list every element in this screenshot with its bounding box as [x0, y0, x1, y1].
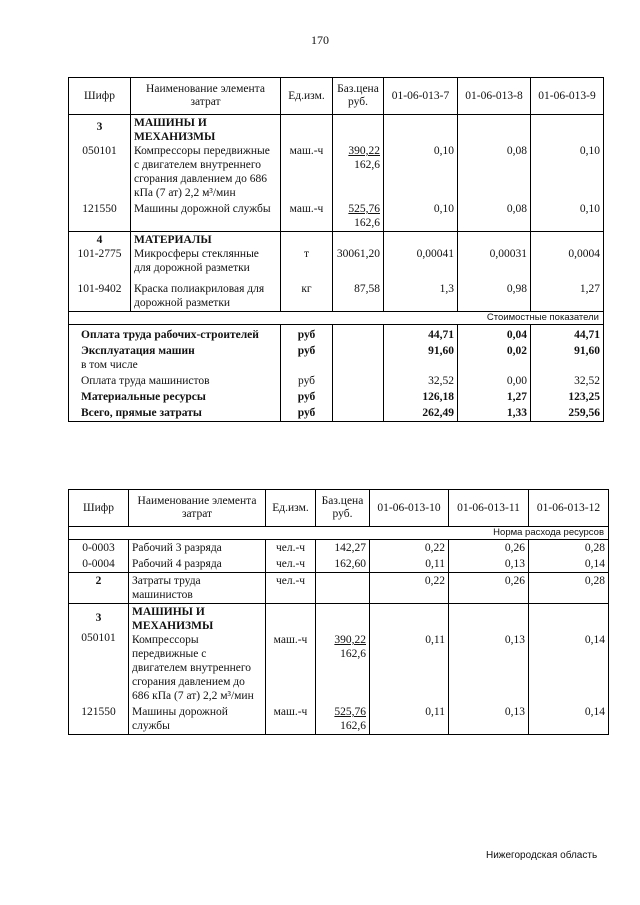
row-value-1: 1,3: [384, 276, 458, 312]
table-header: [69, 78, 604, 115]
row-value-1: 0,22: [370, 540, 449, 557]
row-price: 525,76: [348, 203, 380, 215]
row-price: 30061,20: [336, 248, 380, 260]
page-number: 170: [311, 33, 329, 47]
summary-label: Оплата труда машинистов: [69, 373, 281, 389]
summary-row: [69, 325, 604, 344]
row-value-1: 0,10: [433, 145, 454, 157]
summary-value-2: 1,33: [458, 405, 531, 422]
summary-unit: руб: [281, 325, 333, 344]
row-code: 121550: [69, 201, 131, 232]
row-value-1: 0,11: [370, 704, 449, 735]
summary-sublabel: в том числе: [81, 359, 138, 371]
row-value-2: 0,13: [449, 556, 529, 573]
summary-unit: руб: [281, 389, 333, 405]
summary-label: Материальные ресурсы: [69, 389, 281, 405]
summary-value-2: 0,02: [458, 343, 531, 373]
summary-value-3: 259,56: [531, 405, 604, 422]
table-row: [69, 704, 609, 735]
section-code: 4: [96, 234, 103, 246]
summary-row: [69, 389, 604, 405]
summary-value-3: 44,71: [531, 325, 604, 344]
table-row: [69, 556, 609, 573]
subheader-row: [69, 312, 604, 325]
row-value-1: 0,10: [384, 201, 458, 232]
header-code: Шифр: [69, 78, 131, 115]
section-code: 3: [96, 121, 103, 133]
header-unit: Ед.изм.: [281, 78, 333, 115]
header-col-1: 01-06-013-7: [384, 78, 458, 115]
row-value-2: 0,13: [504, 634, 525, 646]
header-name: Наименование элемента затрат: [131, 78, 281, 115]
summary-unit: руб: [281, 343, 333, 373]
resource-table-2: [68, 489, 609, 735]
header-col-2: 01-06-013-11: [449, 490, 529, 527]
row-value-3: 0,28: [529, 573, 609, 604]
summary-value-3: 32,52: [531, 373, 604, 389]
header-name: Наименование элемента затрат: [129, 490, 266, 527]
row-value-2: 0,08: [458, 201, 531, 232]
row-name: Рабочий 3 разряда: [129, 540, 266, 557]
row-value-2: 0,00031: [489, 248, 527, 260]
row-code: 101-9402: [69, 276, 131, 312]
section-title: МАТЕРИАЛЫ: [134, 234, 212, 246]
row-value-3: 0,10: [531, 201, 604, 232]
section-title: МАШИНЫ И МЕХАНИЗМЫ: [134, 117, 216, 143]
table-row: [69, 115, 604, 202]
resource-table-1: [68, 77, 604, 422]
row-name: Машины дорожной службы: [131, 201, 281, 232]
summary-row: [69, 343, 604, 373]
row-value-1: 0,22: [370, 573, 449, 604]
row-price: 390,22: [348, 145, 380, 157]
header-unit: Ед.изм.: [266, 490, 316, 527]
subheader-label: Норма расхода ресурсов: [69, 527, 609, 540]
summary-value-1: 32,52: [384, 373, 458, 389]
row-code: 050101: [81, 632, 116, 644]
row-name: Рабочий 4 разряда: [129, 556, 266, 573]
row-value-3: 1,27: [531, 276, 604, 312]
header-price: Баз.цена руб.: [316, 490, 370, 527]
summary-value-2: 1,27: [458, 389, 531, 405]
summary-unit: руб: [281, 405, 333, 422]
row-value-3: 0,14: [584, 634, 605, 646]
row-price: 525,76: [334, 706, 366, 718]
row-unit: чел.-ч: [266, 556, 316, 573]
row-unit: чел.-ч: [266, 540, 316, 557]
row-code: 0-0003: [69, 540, 129, 557]
table-row: [69, 604, 609, 705]
row-price-2: 162,6: [354, 217, 380, 229]
row-name: Затраты труда машинистов: [129, 573, 266, 604]
table-row: [69, 540, 609, 557]
row-price: 142,27: [316, 540, 370, 557]
row-name: Компрессоры передвижные с двигателем внутреннего сгорания давлением до 686 кПа (7 ат) 2,2 м³/мин: [132, 634, 254, 702]
row-unit: кг: [281, 276, 333, 312]
row-value-1: 0,11: [425, 634, 445, 646]
table-row: [69, 573, 609, 604]
row-price: [316, 573, 370, 604]
section-code: 3: [95, 612, 102, 624]
row-price-2: 162,6: [340, 720, 366, 732]
row-unit: маш.-ч: [266, 704, 316, 735]
footer-region: Нижегородская область: [486, 850, 598, 861]
row-value-3: 0,14: [529, 556, 609, 573]
header-col-3: 01-06-013-9: [531, 78, 604, 115]
row-price: 87,58: [333, 276, 384, 312]
row-value-1: 0,00041: [416, 248, 454, 260]
row-value-2: 0,13: [449, 704, 529, 735]
table-header: [69, 490, 609, 527]
row-unit: маш.-ч: [289, 145, 324, 157]
row-value-3: 0,14: [529, 704, 609, 735]
row-name: Микросферы стеклянные для дорожной разметки: [134, 248, 259, 274]
summary-value-1: 262,49: [384, 405, 458, 422]
header-code: Шифр: [69, 490, 129, 527]
row-code: 101-2775: [77, 248, 122, 260]
row-name: Машины дорожной службы: [129, 704, 266, 735]
summary-label: Эксплуатация машин: [81, 345, 195, 357]
row-code: 050101: [82, 145, 117, 157]
subheader-row: [69, 527, 609, 540]
summary-value-2: 0,04: [458, 325, 531, 344]
summary-row: [69, 373, 604, 389]
header-col-1: 01-06-013-10: [370, 490, 449, 527]
row-unit: т: [303, 248, 310, 260]
summary-value-1: 44,71: [384, 325, 458, 344]
row-value-1: 0,11: [370, 556, 449, 573]
row-unit: маш.-ч: [281, 201, 333, 232]
summary-value-2: 0,00: [458, 373, 531, 389]
row-value-2: 0,98: [458, 276, 531, 312]
summary-value-1: 126,18: [384, 389, 458, 405]
row-code: 0-0004: [69, 556, 129, 573]
summary-value-3: 123,25: [531, 389, 604, 405]
row-price-2: 162,6: [340, 648, 366, 660]
table-row: [69, 276, 604, 312]
summary-value-3: 91,60: [531, 343, 604, 373]
header-col-3: 01-06-013-12: [529, 490, 609, 527]
summary-row: [69, 405, 604, 422]
row-value-2: 0,26: [449, 573, 529, 604]
row-price: 162,60: [316, 556, 370, 573]
row-value-3: 0,10: [579, 145, 600, 157]
header-price: Баз.цена руб.: [333, 78, 384, 115]
row-name: Компрессоры передвижные с двигателем внутреннего сгорания давлением до 686 кПа (7 ат) 2,2 м³/мин: [134, 145, 270, 199]
summary-label: Оплата труда рабочих-строителей: [69, 325, 281, 344]
row-value-3: 0,0004: [568, 248, 600, 260]
summary-unit: руб: [281, 373, 333, 389]
row-value-3: 0,28: [529, 540, 609, 557]
table-row: [69, 232, 604, 277]
subheader-label: Стоимостные показатели: [69, 312, 604, 325]
table-row: [69, 201, 604, 232]
row-value-2: 0,26: [449, 540, 529, 557]
row-price: 390,22: [334, 634, 366, 646]
row-price-2: 162,6: [354, 159, 380, 171]
section-code: 2: [69, 573, 129, 604]
summary-value-1: 91,60: [384, 343, 458, 373]
summary-label: Всего, прямые затраты: [69, 405, 281, 422]
header-col-2: 01-06-013-8: [458, 78, 531, 115]
row-value-2: 0,08: [506, 145, 527, 157]
row-name: Краска полиакриловая для дорожной разметки: [131, 276, 281, 312]
row-code: 121550: [69, 704, 129, 735]
row-unit: чел.-ч: [266, 573, 316, 604]
row-unit: маш.-ч: [273, 634, 308, 646]
section-title: МАШИНЫ И МЕХАНИЗМЫ: [132, 606, 214, 632]
